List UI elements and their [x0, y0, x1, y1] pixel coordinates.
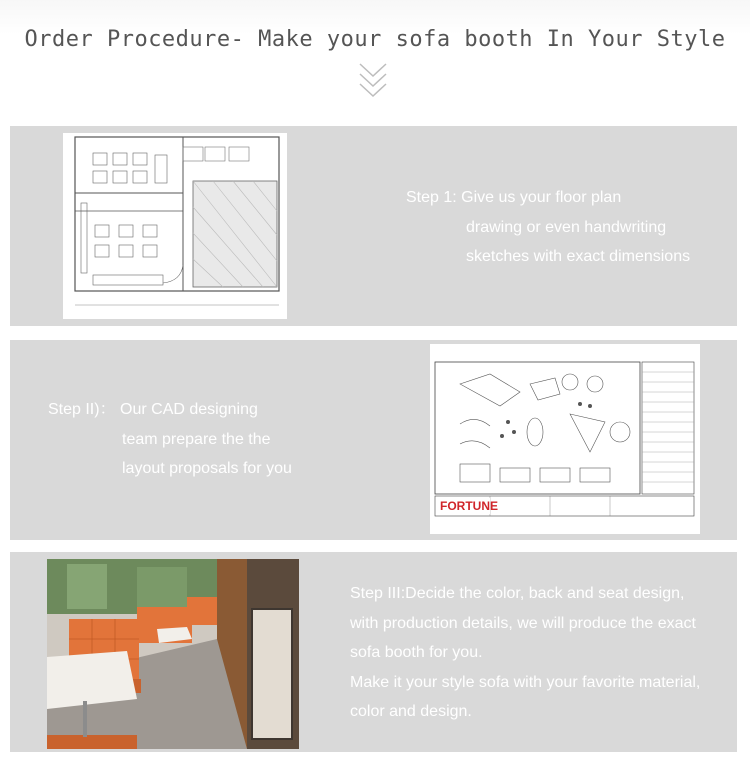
- step2-line: layout proposals for you: [122, 460, 292, 477]
- page-title: Order Procedure- Make your sofa booth In Your Style: [24, 27, 726, 52]
- cad-layout-image: [430, 344, 700, 534]
- step3-line: Step III:Decide the color, back and seat design,: [350, 585, 685, 602]
- step2-line: Step II)： Our CAD designing: [48, 401, 258, 418]
- step3-line: with production details, we will produce the exact: [350, 614, 696, 632]
- floor-plan-image: [63, 133, 287, 319]
- step1-line: drawing or even handwriting: [466, 218, 667, 236]
- step3-line: sofa booth for you.: [350, 644, 483, 661]
- step1-line: Step 1: Give us your floor plan: [406, 189, 622, 206]
- step2-line: team prepare the the: [122, 430, 271, 448]
- sofa-booth-photo: [47, 559, 299, 749]
- step3-line: Make it your style sofa with your favorite material,: [350, 673, 701, 691]
- page-header: [0, 0, 750, 114]
- brand-logo: FORTUNE: [440, 499, 498, 513]
- step1-text: [406, 183, 690, 272]
- step3-text: [350, 579, 700, 727]
- step3-line: color and design.: [350, 703, 472, 720]
- step1-line: sketches with exact dimensions: [466, 248, 691, 265]
- step2-text: [48, 395, 292, 484]
- chevron-down-icon: [357, 60, 389, 104]
